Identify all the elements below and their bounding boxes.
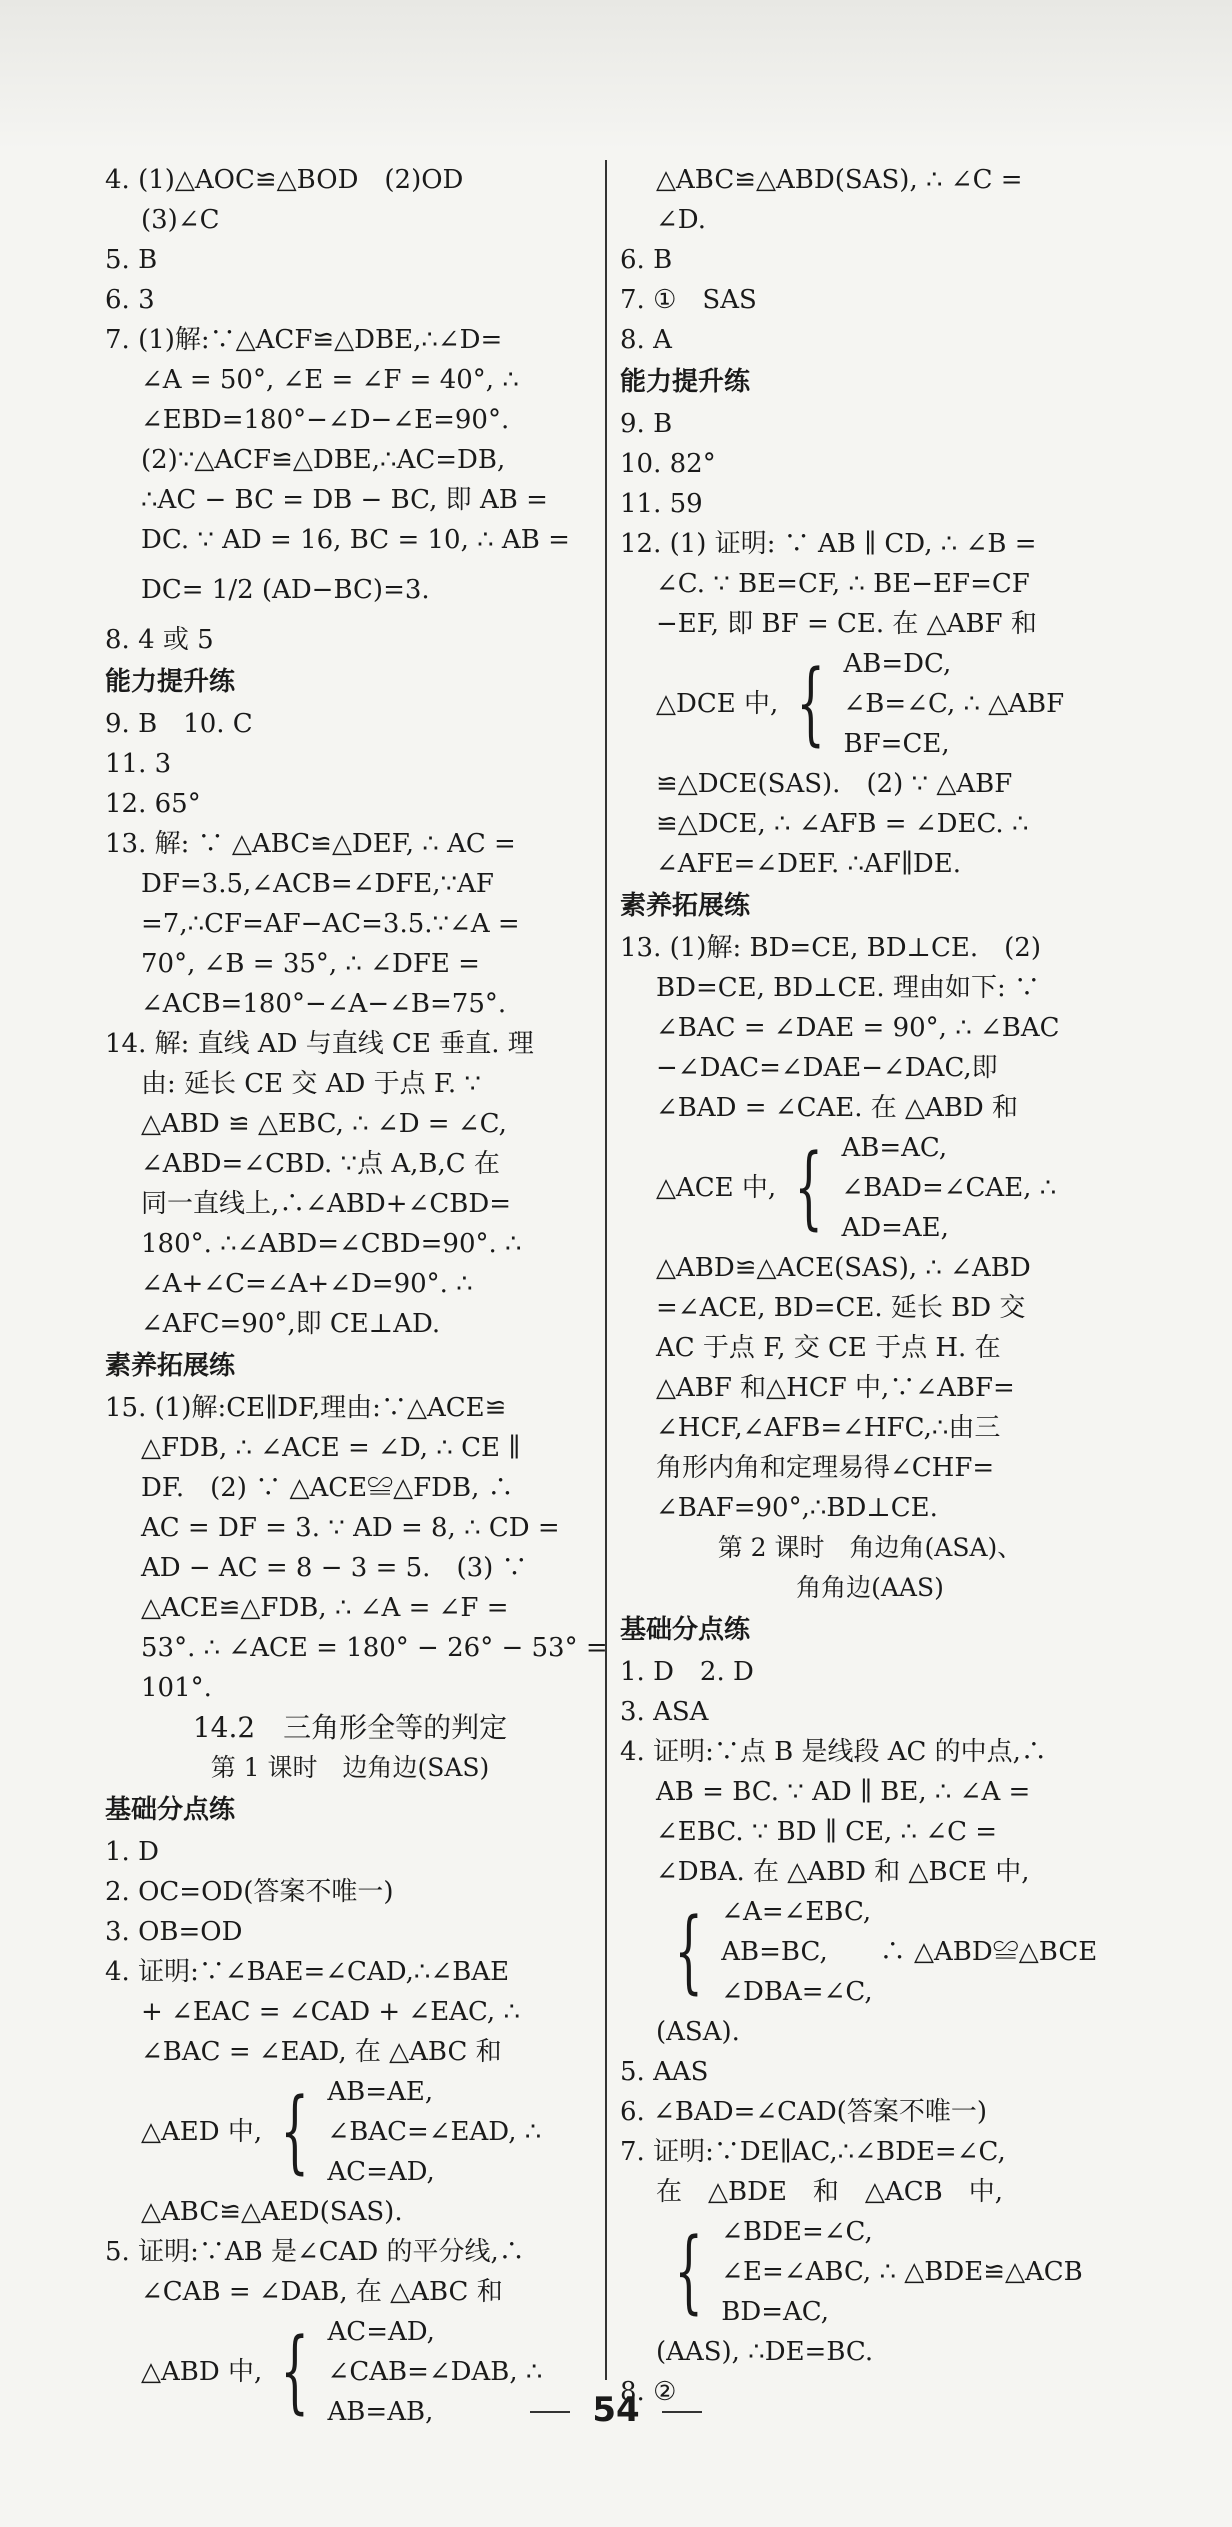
text-line: 101°. [141, 1673, 212, 1703]
brace-item: BF=CE, [843, 729, 950, 759]
text-line: ∠D. [656, 205, 706, 235]
brace-items [721, 2212, 1083, 2332]
text-line: 1. D 2. D [620, 1657, 754, 1687]
text-line: ≌△DCE, ∴ ∠AFB = ∠DEC. ∴ [656, 809, 1029, 839]
brace-symbol: { [674, 2219, 703, 2324]
brace-group [620, 1892, 1120, 2012]
section-heading: 基础分点练 [105, 1795, 236, 1825]
brace-group [105, 2072, 595, 2192]
text-line: 6. B [620, 245, 673, 275]
text-line: 7. 证明:∵DE∥AC,∴∠BDE=∠C, [620, 2137, 1006, 2167]
text-line: 7. ① SAS [620, 285, 757, 315]
brace-item: ∠DBA=∠C, [721, 1977, 873, 2007]
brace-item: ∠BAC=∠EAD, ∴ [327, 2117, 542, 2147]
lesson-title: 第 1 课时 边角边(SAS) [210, 1753, 490, 1782]
text-line: (3)∠C [141, 205, 220, 235]
text-line: =∠ACE, BD=CE. 延长 BD 交 [656, 1293, 1026, 1323]
page-number: 54 [0, 2390, 1232, 2430]
text-line: 4. 证明:∵点 B 是线段 AC 的中点,∴ [620, 1737, 1047, 1767]
text-line: 8. A [620, 325, 672, 355]
text-line: −EF, 即 BF = CE. 在 △ABF 和 [656, 609, 1037, 639]
text-line: 5. B [105, 245, 158, 275]
text-line: DC= 1/2 (AD−BC)=3. [141, 575, 430, 605]
text-line: △ABC≌△ABD(SAS), ∴ ∠C = [656, 165, 1023, 195]
text-line: 6. 3 [105, 285, 155, 315]
text-line: (AAS), ∴DE=BC. [656, 2337, 874, 2367]
text-line: 3. OB=OD [105, 1917, 243, 1947]
brace-item: AB=AB, [327, 2397, 434, 2427]
text-line: 由: 延长 CE 交 AD 于点 F. ∵ [141, 1069, 481, 1099]
text-line: ∠A = 50°, ∠E = ∠F = 40°, ∴ [141, 365, 519, 395]
text-line: 5. AAS [620, 2057, 709, 2087]
brace-item: AC=AD, [327, 2157, 435, 2187]
brace-symbol: { [280, 2319, 310, 2424]
top-shade [0, 0, 1232, 150]
text-line: ∠ABD=∠CBD. ∵点 A,B,C 在 [141, 1149, 500, 1179]
text-line: ∠EBD=180°−∠D−∠E=90°. [141, 405, 510, 435]
text-line: =7,∴CF=AF−AC=3.5.∵∠A = [141, 909, 520, 939]
brace-item: ∠A=∠EBC, [721, 1897, 872, 1927]
text-line: 10. 82° [620, 449, 716, 479]
text-line: 15. (1)解:CE∥DF,理由:∵△ACE≌ [105, 1393, 507, 1423]
text-line: △ACE≌△FDB, ∴ ∠A = ∠F = [141, 1593, 509, 1623]
text-line: 2. OC=OD(答案不唯一) [105, 1877, 394, 1907]
section-heading: 能力提升练 [620, 367, 751, 397]
section-heading: 素养拓展练 [105, 1351, 236, 1381]
brace-item: ∠B=∠C, ∴ △ABF [843, 689, 1065, 719]
brace-prefix: △ABD 中, [141, 2357, 263, 2387]
text-line: △ABD ≌ △EBC, ∴ ∠D = ∠C, [141, 1109, 507, 1139]
lesson-title: 角角边(AAS) [796, 1573, 944, 1602]
text-line: AB = BC. ∵ AD ∥ BE, ∴ ∠A = [656, 1777, 1031, 1807]
text-line: (ASA). [656, 2017, 740, 2047]
text-line: ∠C. ∵ BE=CF, ∴ BE−EF=CF [656, 569, 1030, 599]
text-line: 3. ASA [620, 1697, 709, 1727]
brace-prefix: △AED 中, [141, 2117, 263, 2147]
text-line: ∠DBA. 在 △ABD 和 △BCE 中, [656, 1857, 1030, 1887]
brace-prefix: △DCE 中, [656, 689, 779, 719]
text-line: △ABD≌△ACE(SAS), ∴ ∠ABD [656, 1253, 1031, 1283]
text-line: 12. 65° [105, 789, 201, 819]
lesson-title: 第 2 课时 角边角(ASA)、 [717, 1533, 1023, 1562]
brace-symbol: { [674, 1899, 703, 2004]
text-line: ∠A+∠C=∠A+∠D=90°. ∴ [141, 1269, 473, 1299]
text-line: 在 △BDE 和 △ACB 中, [656, 2177, 1003, 2207]
text-line: ∠HCF,∠AFB=∠HFC,∴由三 [656, 1413, 1001, 1443]
brace-item: AB=AC, [841, 1133, 948, 1163]
brace-group [620, 1128, 1120, 1248]
text-line: AD − AC = 8 − 3 = 5. (3) ∵ [141, 1553, 528, 1583]
text-line: ∠BAF=90°,∴BD⊥CE. [656, 1493, 938, 1523]
text-line: ∠ACB=180°−∠A−∠B=75°. [141, 989, 507, 1019]
text-line: DF=3.5,∠ACB=∠DFE,∵AF [141, 869, 494, 899]
text-line: DF. (2) ∵ △ACE≌△FDB, ∴ [141, 1473, 514, 1503]
text-line: 7. (1)解:∵△ACF≌△DBE,∴∠D= [105, 325, 503, 355]
text-line: + ∠EAC = ∠CAD + ∠EAC, ∴ [141, 1997, 520, 2027]
text-line: 180°. ∴∠ABD=∠CBD=90°. ∴ [141, 1229, 522, 1259]
text-line: (2)∵△ACF≌△DBE,∴AC=DB, [141, 445, 506, 475]
text-line: 53°. ∴ ∠ACE = 180° − 26° − 53° = [141, 1633, 608, 1663]
text-line: 8. 4 或 5 [105, 625, 214, 655]
text-line: △FDB, ∴ ∠ACE = ∠D, ∴ CE ∥ [141, 1433, 521, 1463]
brace-group [620, 2212, 1120, 2332]
text-line: 9. B [620, 409, 673, 439]
section-heading: 能力提升练 [105, 667, 236, 697]
text-line: 70°, ∠B = 35°, ∴ ∠DFE = [141, 949, 480, 979]
text-line: 11. 3 [105, 749, 172, 779]
text-line: AC 于点 F, 交 CE 于点 H. 在 [656, 1333, 1001, 1363]
text-line: 角形内角和定理易得∠CHF= [656, 1453, 995, 1483]
brace-group [620, 644, 1120, 764]
brace-item: BD=AC, [721, 2297, 830, 2327]
text-line: ∠AFC=90°,即 CE⊥AD. [141, 1309, 441, 1339]
column-divider [605, 160, 607, 2380]
brace-items [721, 1892, 1097, 2012]
brace-item: ∠BDE=∠C, [721, 2217, 873, 2247]
text-line: 4. (1)△AOC≌△BOD (2)OD [105, 165, 464, 195]
text-line: ∠EBC. ∵ BD ∥ CE, ∴ ∠C = [656, 1817, 998, 1847]
brace-item: ∠E=∠ABC, ∴ △BDE≌△ACB [721, 2257, 1083, 2287]
brace-prefix: △ACE 中, [656, 1173, 777, 1203]
brace-item: AB=BC, ∴ △ABD≌△BCE [721, 1937, 1098, 1967]
left-column [105, 160, 608, 2432]
text-line: 4. 证明:∵∠BAE=∠CAD,∴∠BAE [105, 1957, 510, 1987]
text-line: △ABF 和△HCF 中,∵∠ABF= [656, 1373, 1015, 1403]
text-line: BD=CE, BD⊥CE. 理由如下: ∵ [656, 973, 1040, 1003]
section-heading: 基础分点练 [620, 1615, 751, 1645]
text-line: ∠BAC = ∠DAE = 90°, ∴ ∠BAC [656, 1013, 1060, 1043]
text-line: 5. 证明:∵AB 是∠CAD 的平分线,∴ [105, 2237, 525, 2267]
brace-items [844, 644, 1065, 764]
text-line: 同一直线上,∴∠ABD+∠CBD= [141, 1189, 511, 1219]
brace-symbol: { [796, 651, 826, 756]
section-heading: 素养拓展练 [620, 891, 751, 921]
brace-item: AC=AD, [327, 2317, 435, 2347]
brace-items [327, 2072, 541, 2192]
text-line: ∠BAD = ∠CAE. 在 △ABD 和 [656, 1093, 1019, 1123]
text-line: ∴AC − BC = DB − BC, 即 AB = [141, 485, 548, 515]
text-line: 13. 解: ∵ △ABC≌△DEF, ∴ AC = [105, 829, 516, 859]
brace-item: ∠BAD=∠CAE, ∴ [841, 1173, 1057, 1203]
text-line: ≌△DCE(SAS). (2) ∵ △ABF [656, 769, 1013, 799]
brace-item: ∠CAB=∠DAB, ∴ [327, 2357, 543, 2387]
brace-item: AB=AE, [327, 2077, 434, 2107]
text-line: 1. D [105, 1837, 159, 1867]
text-line: 9. B 10. C [105, 709, 253, 739]
brace-items [841, 1128, 1056, 1248]
brace-item: AD=AE, [841, 1213, 949, 1243]
text-line: 11. 59 [620, 489, 703, 519]
text-line: 13. (1)解: BD=CE, BD⊥CE. (2) [620, 933, 1041, 963]
text-line: ∠BAC = ∠EAD, 在 △ABC 和 [141, 2037, 502, 2067]
text-line: 12. (1) 证明: ∵ AB ∥ CD, ∴ ∠B = [620, 529, 1037, 559]
text-line: 8. ② [620, 2377, 677, 2407]
text-line: DC. ∵ AD = 16, BC = 10, ∴ AB = [141, 525, 570, 555]
brace-symbol: { [280, 2079, 310, 2184]
text-line: 6. ∠BAD=∠CAD(答案不唯一) [620, 2097, 987, 2127]
text-line: −∠DAC=∠DAE−∠DAC,即 [656, 1053, 998, 1083]
brace-item: AB=DC, [843, 649, 952, 679]
text-line: △ABC≌△AED(SAS). [141, 2197, 403, 2227]
text-line: 14. 解: 直线 AD 与直线 CE 垂直. 理 [105, 1029, 534, 1059]
text-line: ∠AFE=∠DEF. ∴AF∥DE. [656, 849, 961, 879]
text-line: AC = DF = 3. ∵ AD = 8, ∴ CD = [141, 1513, 560, 1543]
brace-symbol: { [794, 1135, 824, 1240]
text-line: ∠CAB = ∠DAB, 在 △ABC 和 [141, 2277, 503, 2307]
section-title: 14.2 三角形全等的判定 [192, 1711, 508, 1744]
right-column [620, 160, 1120, 2412]
